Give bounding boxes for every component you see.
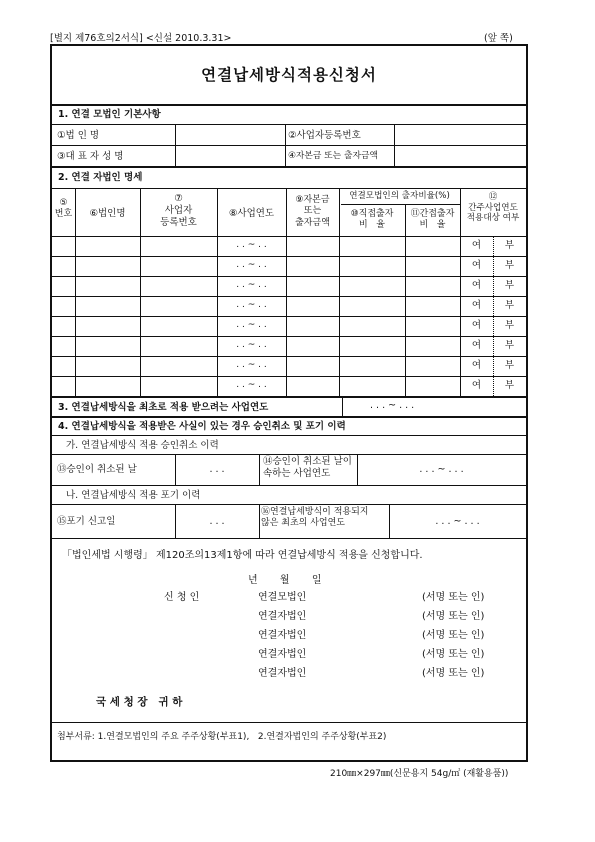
label-capital: ④자본금 또는 출자금액 xyxy=(288,151,378,161)
option-yes[interactable]: 여 xyxy=(471,340,482,351)
table-row xyxy=(52,236,526,256)
option-yes[interactable]: 여 xyxy=(471,360,482,371)
fiscal-year-cell[interactable]: . . ~ . . xyxy=(236,280,267,290)
col-biz-reg-no: ⑦ 사업자 등록번호 xyxy=(160,193,197,228)
applicant-label: 신 청 인 xyxy=(164,592,200,603)
application-form xyxy=(50,44,528,762)
subsection-4a: 가. 연결납세방식 적용 승인취소 이력 xyxy=(66,440,219,451)
col-fiscal-year: ⑧사업연도 xyxy=(228,208,275,219)
approval-cancel-year-field[interactable]: . . . ~ . . . xyxy=(419,464,464,475)
fiscal-year-cell[interactable]: . . ~ . . xyxy=(236,320,267,330)
fiscal-year-cell[interactable]: . . ~ . . xyxy=(236,380,267,390)
table-row xyxy=(52,356,526,376)
table-row xyxy=(52,276,526,296)
biz-reg-no-field[interactable] xyxy=(397,126,523,142)
waiver-date-field[interactable]: . . . xyxy=(209,516,225,527)
paper-spec: 210㎜×297㎜(신문용지 54g/㎡ (재활용품)) xyxy=(330,769,509,779)
fiscal-year-cell[interactable]: . . ~ . . xyxy=(236,340,267,350)
corp-name-field[interactable] xyxy=(178,126,282,142)
option-yes[interactable]: 여 xyxy=(471,380,482,391)
declaration-text: 「법인세법 시행령」 제120조의13제1항에 따라 연결납세방식 적용을 신청합니다. xyxy=(62,550,423,561)
col-no: ⑤ 번호 xyxy=(54,198,73,220)
option-no[interactable]: 부 xyxy=(504,380,515,391)
label-approval-cancel-year: ⑭승인이 취소된 날이 속하는 사업연도 xyxy=(263,456,352,479)
first-application-year-field[interactable]: . . . ~ . . . xyxy=(370,400,415,411)
option-no[interactable]: 부 xyxy=(504,320,515,331)
option-yes[interactable]: 여 xyxy=(471,240,482,251)
label-first-year-not-applied: ⑯연결납세방식이 적용되지 않은 최초의 사업연도 xyxy=(261,507,369,529)
fiscal-year-cell[interactable]: . . ~ . . xyxy=(236,300,267,310)
signer-role: 연결자법인 xyxy=(258,630,307,641)
subsection-4b: 나. 연결납세방식 적용 포기 이력 xyxy=(66,490,201,501)
table-row xyxy=(52,256,526,276)
approval-cancel-date-field[interactable]: . . . xyxy=(209,464,225,475)
attachments: 첨부서류: 1.연결모법인의 주요 주주상황(부표1), 2.연결자법인의 주주상황(부표2) xyxy=(57,732,387,742)
option-no[interactable]: 부 xyxy=(504,260,515,271)
form-number: [별지 제76호의2서식] <신설 2010.3.31> xyxy=(50,33,232,44)
option-yes[interactable]: 여 xyxy=(471,320,482,331)
col-corp-name: ⑥법인명 xyxy=(89,208,126,219)
col-capital: ⑨자본금 또는 출자금액 xyxy=(295,195,330,228)
section1-heading: 1. 연결 모법인 기본사항 xyxy=(58,109,161,120)
signature-field[interactable]: (서명 또는 인) xyxy=(422,649,485,660)
section3-heading: 3. 연결납세방식을 최초로 적용 받으려는 사업연도 xyxy=(58,402,269,413)
col-deemed-year-target: ⑫ 간주사업연도 적용대상 여부 xyxy=(466,192,520,224)
col-direct-ratio: ⑩직접출자 비 율 xyxy=(350,209,394,231)
signature-field[interactable]: (서명 또는 인) xyxy=(422,592,485,603)
signature-field[interactable]: (서명 또는 인) xyxy=(422,630,485,641)
table-row xyxy=(52,296,526,316)
option-no[interactable]: 부 xyxy=(504,340,515,351)
signer-role: 연결자법인 xyxy=(258,611,307,622)
col-ratio-group: 연결모법인의 출자비율(%) xyxy=(349,191,450,201)
label-corp-name: ①법 인 명 xyxy=(57,130,100,141)
fiscal-year-cell[interactable]: . . ~ . . xyxy=(236,240,267,250)
table-row xyxy=(52,336,526,356)
label-approval-cancel-date: ⑬승인이 취소된 날 xyxy=(57,464,137,475)
option-no[interactable]: 부 xyxy=(504,240,515,251)
signer-role: 연결자법인 xyxy=(258,668,307,679)
option-no[interactable]: 부 xyxy=(504,360,515,371)
application-date[interactable]: 년 월 일 xyxy=(248,575,322,586)
section4-heading: 4. 연결납세방식을 적용받은 사실이 있는 경우 승인취소 및 포기 이력 xyxy=(58,421,346,432)
addressee: 국 세 청 장 귀 하 xyxy=(96,696,183,708)
option-no[interactable]: 부 xyxy=(504,300,515,311)
table-row xyxy=(52,316,526,336)
label-waiver-date: ⑮포기 신고일 xyxy=(57,516,116,527)
label-rep-name: ③대 표 자 성 명 xyxy=(57,151,124,162)
rep-name-field[interactable] xyxy=(178,147,282,163)
signature-field[interactable]: (서명 또는 인) xyxy=(422,668,485,679)
table-row xyxy=(52,376,526,396)
first-year-not-applied-field[interactable]: . . . ~ . . . xyxy=(435,516,480,527)
option-yes[interactable]: 여 xyxy=(471,300,482,311)
option-yes[interactable]: 여 xyxy=(471,260,482,271)
label-biz-reg-no: ②사업자등록번호 xyxy=(288,130,361,141)
col-indirect-ratio: ⑪간접출자 비 율 xyxy=(410,209,455,231)
signer-role: 연결모법인 xyxy=(258,592,307,603)
page-side: (앞 쪽) xyxy=(484,33,513,44)
signature-field[interactable]: (서명 또는 인) xyxy=(422,611,485,622)
fiscal-year-cell[interactable]: . . ~ . . xyxy=(236,360,267,370)
fiscal-year-cell[interactable]: . . ~ . . xyxy=(236,260,267,270)
capital-field[interactable] xyxy=(397,147,523,163)
section2-heading: 2. 연결 자법인 명세 xyxy=(58,172,143,183)
form-title: 연결납세방식적용신청서 xyxy=(201,66,377,84)
signer-role: 연결자법인 xyxy=(258,649,307,660)
option-no[interactable]: 부 xyxy=(504,280,515,291)
option-yes[interactable]: 여 xyxy=(471,280,482,291)
